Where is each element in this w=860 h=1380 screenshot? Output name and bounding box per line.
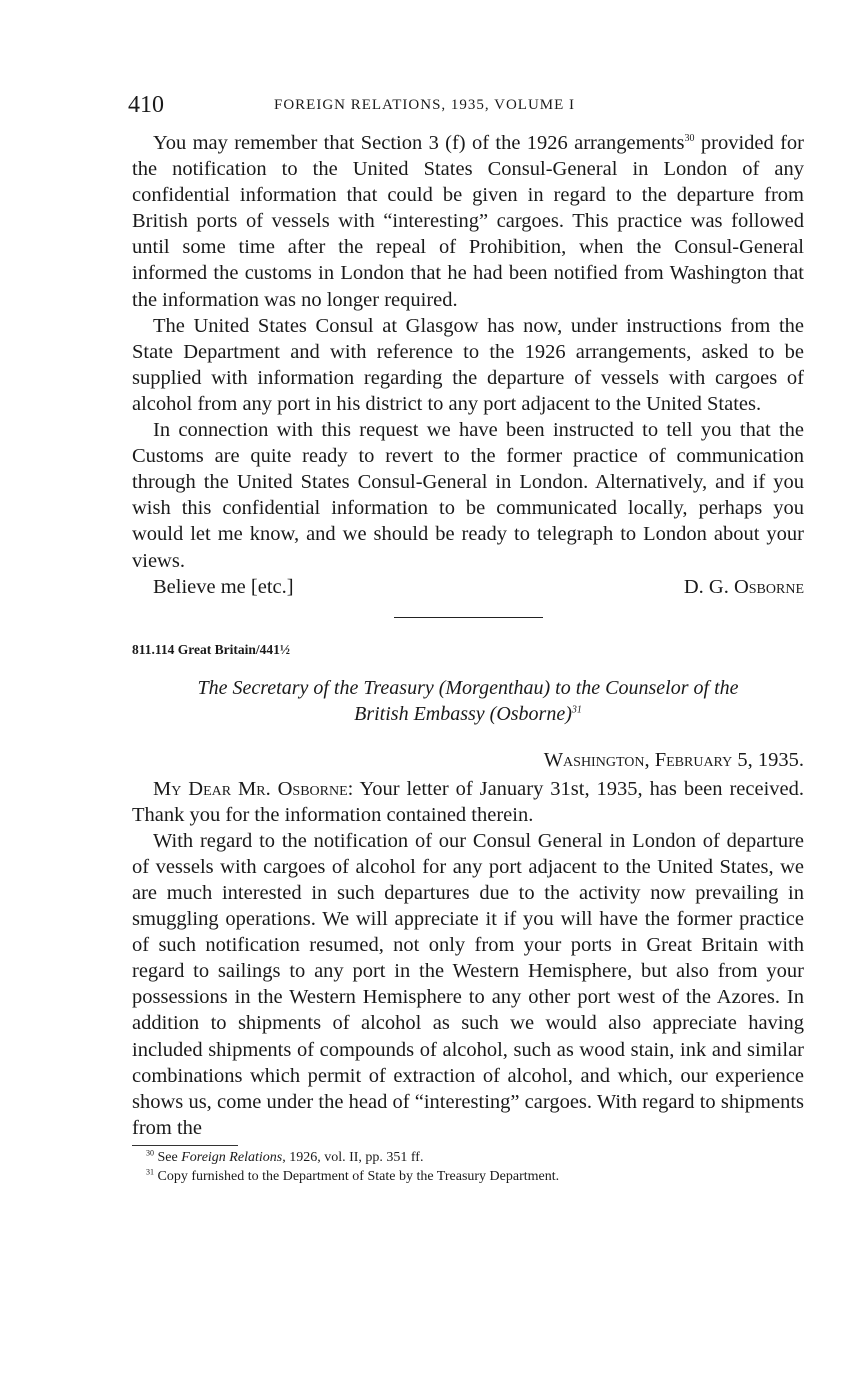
file-reference: 811.114 Great Britain/441½ — [132, 641, 290, 657]
letter-paragraph-2: The United States Consul at Glasgow has now, under instructions from the State Department and with reference to the 1926 arrangements, asked to be supplied with information regarding the departure of vessels with cargoes of alcohol from any port in his district to any port adjacent to the United States. — [132, 314, 804, 415]
title-line-1: The Secretary of the Treasury (Morgenthau) to the Counselor of the — [197, 676, 739, 699]
footnote-rule — [132, 1145, 238, 1146]
document-page — [128, 92, 805, 1186]
footnote-text: See — [154, 1149, 182, 1165]
running-head — [128, 92, 804, 122]
section-divider — [394, 617, 543, 618]
footnote-mark: 31 — [146, 1167, 154, 1177]
footnote-italic-title: Foreign Relations — [181, 1149, 283, 1165]
salutation: My Dear Mr. Osborne: — [153, 777, 354, 800]
signature: D. G. Osborne — [683, 575, 804, 598]
header-title: FOREIGN RELATIONS, 1935, VOLUME I — [274, 97, 576, 113]
footnote-text: Copy furnished to the Department of State by the Treasury Department. — [154, 1168, 560, 1184]
closing-line — [132, 574, 804, 600]
letter-paragraph-1 — [132, 130, 804, 313]
paragraph-text: Your letter of January 31st, 1935, has been received. Thank you for the information contained therein. — [132, 777, 805, 826]
footnote-31 — [132, 1167, 804, 1186]
letter-2-paragraph-2: With regard to the notification of our Consul General in London of departure of vessels with cargoes of alcohol for any port adjacent to the United States, we are much interested in such departures due to the activity now prevailing in smuggling operations. We will appreciate it if you will have the former practice of such notification resumed, not only from your ports in Great Britain with regard to sailings to any port in the Western Hemisphere, but also from your possessions in the Western Hemisphere to any other port west of the Azores. In addition to shipments of alcohol as such we would also appreciate having included shipments of compounds of alcohol, such as wood stain, ink and similar combinations which permit of extraction of alcohol, and which, our experience shows us, come under the head of “interesting” cargoes. With regard to shipments from the — [132, 829, 804, 1139]
letter-2-body — [132, 776, 804, 1141]
title-line-2: British Embassy (Osborne) — [354, 702, 572, 725]
footnote-ref: 31 — [571, 703, 582, 715]
footnote-ref: 30 — [684, 133, 695, 145]
page-number: 410 — [128, 92, 164, 118]
complimentary-close: Believe me [etc.] — [153, 575, 294, 598]
document-title — [132, 675, 804, 727]
footnote-30 — [132, 1148, 804, 1167]
letter-body — [132, 130, 804, 600]
paragraph-text: provided for the notification to the United States Consul-General in London of any confidential information that could be given in regard to the departure from British ports of vessels with “interesting” cargoes. This practice was followed until some time after the repeal of Prohibition, when the Consul-General informed the customs in London that he had been notified from Washington that the information was no longer required. — [132, 132, 805, 311]
paragraph-text: You may remember that Section 3 (f) of the 1926 arrangements — [153, 132, 685, 154]
dateline: Washington, February 5, 1935. — [543, 748, 804, 771]
letter-paragraph-3: In connection with this request we have been instructed to tell you that the Customs are quite ready to revert to the former practice of communication through the United States Consul-General in London. Alternatively, and if you wish this confidential information to be communicated locally, perhaps you would let me know, and we should be ready to telegraph to London about your views. — [132, 419, 804, 572]
footnote-mark: 30 — [146, 1148, 154, 1158]
salutation-paragraph — [132, 776, 804, 828]
footnote-text: , 1926, vol. II, pp. 351 ff. — [282, 1149, 424, 1165]
